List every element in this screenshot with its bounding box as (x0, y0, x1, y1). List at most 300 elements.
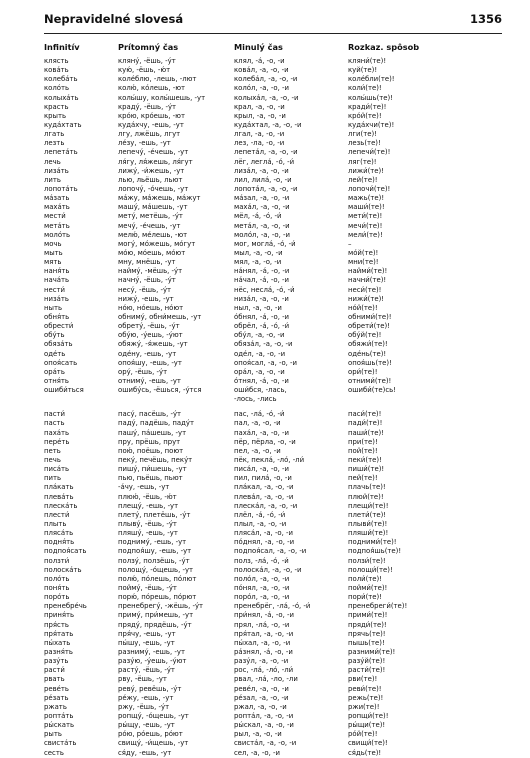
imperative-cell: лги(те)! (348, 130, 377, 139)
imperative-cell: плюй(те)! (348, 492, 384, 501)
past-cell: пренебрёг, -лá, -ó, -и́ (234, 602, 311, 611)
past-cell: обу́л, -а, -о, -и (234, 331, 285, 340)
table-row (44, 584, 502, 593)
imperative-cell: паси́(те)! (348, 410, 382, 419)
past-cell: колебáл, -а, -о, -и (234, 75, 298, 84)
present-cell: найму́, -мёшь, -у́т (118, 267, 183, 276)
imperative-cell: плачь(те)! (348, 483, 386, 492)
table-row (44, 483, 502, 492)
table-row (44, 438, 502, 447)
table-row (44, 502, 502, 511)
infinitive-cell: мочь (44, 239, 62, 248)
imperative-cell: лей(те)! (348, 175, 378, 184)
past-cell: роптáл, -а, -о, -и (234, 711, 294, 720)
present-cell: пью, пьёшь, пьют (118, 474, 183, 483)
past-cell: пил, пилá, -о, -и (234, 474, 292, 483)
imperative-cell: найми́(те)! (348, 267, 388, 276)
table-row (44, 66, 502, 75)
imperative-cell: реви́(те)! (348, 684, 382, 693)
infinitive-cell: рвать (44, 675, 65, 684)
present-cell: несу́, -ёшь, -у́т (118, 285, 172, 294)
present-cell: лгу, лжёшь, лгут (118, 130, 181, 139)
table-row (44, 429, 502, 438)
imperative-cell: лопочи́(те)! (348, 184, 391, 193)
past-cell: пёк, пеклá, -ло́, -ли́ (234, 456, 305, 465)
table-row (44, 249, 502, 258)
imperative-cell: пой(те)! (348, 446, 378, 455)
past-cell: лепетáл, -а, -о, -и (234, 148, 298, 157)
table-row (44, 593, 502, 602)
table-row (44, 258, 502, 267)
table-row (44, 529, 502, 538)
imperative-cell: пиши́(те)! (348, 465, 385, 474)
past-cell: колóл, -а, -о, -и (234, 84, 289, 93)
header-rule (44, 33, 502, 34)
past-cell: лизáл, -а, -о, -и (234, 166, 289, 175)
imperative-cell: обу́й(те)! (348, 331, 382, 340)
past-cell: обязáл, -а, -о, -и (234, 340, 293, 349)
table-row (44, 419, 502, 428)
past-cell: крал, -а, -о, -и (234, 102, 285, 111)
present-cell: пря́чу, -ешь, -ут (118, 629, 176, 638)
infinitive-cell: обрести́ (44, 322, 74, 331)
imperative-cell: пряди́(те)! (348, 620, 387, 629)
present-cell: машу́, мáшешь, -ут (118, 203, 188, 212)
present-cell: плету́, плетёшь, -у́т (118, 510, 191, 519)
past-cell: мёл, -á, -ó, -и́ (234, 212, 282, 221)
table-row (44, 602, 502, 611)
page-title: Nepravidelné slovesá (44, 12, 184, 26)
infinitive-cell: ма́зать (44, 194, 70, 203)
present-cell: расту́, -ёшь, -у́т (118, 666, 175, 675)
past-cell: пахáл, -а, -о, -и (234, 428, 289, 437)
table-row (44, 474, 502, 483)
infinitive-cell: лиза́ть (44, 166, 69, 175)
imperative-cell: кради́(те)! (348, 102, 387, 111)
past-cell: лез, -ла, -о, -и (234, 139, 285, 148)
past-cell: прял, -лá, -о, -и (234, 620, 290, 629)
present-cell: ржу, -ёшь, -у́т (118, 702, 170, 711)
past-cell: ры́скал, -а, -о, -и (234, 721, 294, 730)
present-cell: плещу́, -ешь, -ут (118, 501, 179, 510)
present-cell: нóю, нóешь, нóют (118, 303, 184, 312)
infinitive-cell: пляса́ть (44, 529, 74, 538)
present-cell: полю́, пóлешь, пóлют (118, 574, 197, 583)
present-cell: пренебрегу́, -жёшь, -у́т (118, 602, 204, 611)
infinitive-cell: паха́ть (44, 428, 70, 437)
infinitive-cell: обня́ть (44, 312, 70, 321)
past-cell: нáнял, -á, -о, -и (234, 267, 290, 276)
infinitive-cell: поло́ть (44, 574, 70, 583)
infinitive-cell: крыть (44, 111, 67, 120)
present-cell: отниму́, -ешь, -ут (118, 376, 181, 385)
imperative-cell: нóй(те)! (348, 303, 378, 312)
infinitive-cell: мести́ (44, 212, 66, 221)
imperative-cell: одéнь(те)! (348, 349, 387, 358)
imperative-cell: при(те)! (348, 437, 378, 446)
table-row (44, 176, 502, 185)
present-cell: обрету́, -ёшь, -у́т (118, 322, 180, 331)
table-row (44, 158, 502, 167)
imperative-cell: разними́(те)! (348, 648, 396, 656)
imperative-cell: плыви́(те)! (348, 520, 388, 529)
imperative-cell: плети́(те)! (348, 510, 387, 519)
present-cell: ля́гу, ля́жешь, ля́гут (118, 157, 193, 166)
present-cell: -áчу, -ешь, -ут (118, 483, 170, 492)
present-cell: обяжу́, -я́жешь, -ут (118, 340, 188, 349)
present-cell: обу́ю, -у́ешь, -у́ют (118, 331, 183, 340)
imperative-cell: паши́(те)! (348, 428, 384, 437)
table-row (44, 148, 502, 157)
table-row (44, 130, 502, 139)
infinitive-cell: ре́зать (44, 693, 69, 702)
past-cell: нáчал, -á, -о, -и (234, 276, 289, 285)
infinitive-cell: лечь (44, 157, 61, 166)
table-row (44, 368, 502, 377)
imperative-cell: рви(те)! (348, 675, 378, 684)
present-cell: рóю, рóешь, рóют (118, 730, 183, 739)
imperative-cell: мети́(те)! (348, 212, 383, 221)
infinitive-cell: пы́хать (44, 638, 71, 647)
past-cell: мáзал, -а, -о, -и (234, 194, 290, 203)
infinitive-cell: поро́ть (44, 593, 70, 602)
table-row (44, 313, 502, 322)
imperative-cell: ляг(те)! (348, 157, 377, 166)
imperative-cell: обяжи́(те)! (348, 340, 388, 349)
past-cell: ныл, -а, -о, -и (234, 303, 282, 312)
past-cell: подпоя́сал, -а, -о, -и (234, 547, 307, 556)
present-cell: колы́шу, колы́шешь, -ут (118, 93, 206, 102)
imperative-cell: ся́дь(те)! (348, 748, 382, 757)
infinitive-cell: низа́ть (44, 294, 69, 303)
table-row (44, 121, 502, 130)
present-cell: плыву́, -ёшь, -у́т (118, 520, 177, 529)
table-row (44, 386, 502, 395)
past-cell: кудáхтал, -а, -о, -и (234, 120, 302, 129)
imperative-cell: лижи́(те)! (348, 166, 384, 175)
present-cell: одéну, -ешь, -ут (118, 349, 177, 358)
imperative-cell: плещи́(те)! (348, 501, 389, 510)
table-row (44, 350, 502, 359)
column-headers (44, 42, 502, 56)
imperative-cell: пляши́(те)! (348, 529, 389, 538)
imperative-cell: свищи́(те)! (348, 739, 388, 748)
table-row (44, 639, 502, 648)
past-cell: одéл, -а, -о, -и (234, 349, 286, 358)
past-cell: лил, лилá, -о, -и (234, 175, 292, 184)
imperative-cell: нижи́(те)! (348, 294, 385, 303)
infinitive-cell: отня́ть (44, 376, 69, 385)
infinitive-cell: пря́тать (44, 629, 74, 638)
present-cell: начну́, -ёшь, -у́т (118, 276, 176, 285)
table-row (44, 456, 502, 465)
imperative-cell: обрети́(те)! (348, 322, 390, 331)
imperative-cell: мóй(те)! (348, 248, 379, 257)
table-row (44, 703, 502, 712)
past-cell: ржал, -а, -о, -и (234, 702, 287, 711)
imperative-cell: расти́(те)! (348, 666, 386, 675)
imperative-cell: ры́щи(те)! (348, 721, 386, 730)
past-cell: метáл, -а, -о, -и (234, 221, 290, 230)
table-row (44, 75, 502, 84)
present-cell: лепечу́, -éчешь, -ут (118, 148, 189, 157)
infinitive-cell: пере́ть (44, 437, 70, 446)
past-cell: лгал, -а, -о, -и (234, 130, 285, 139)
past-cell: махáл, -а, -о, -и (234, 203, 290, 212)
infinitive-cell: пасть (44, 419, 65, 428)
past-cell: низáл, -а, -о, -и (234, 294, 289, 303)
imperative-cell: колéбли(те)! (348, 75, 395, 84)
table-row (44, 657, 502, 666)
table-row (44, 749, 502, 758)
present-cell: пою́, поёшь, поют (118, 446, 184, 455)
imperative-cell: кудáхчи(те)! (348, 120, 395, 129)
table-row (44, 139, 502, 148)
table-row (44, 84, 502, 93)
present-cell: разниму́, -ешь, -ут (118, 648, 185, 656)
past-cell: полóл, -а, -о, -и (234, 574, 290, 583)
infinitive-cell: плеска́ть (44, 501, 78, 510)
imperative-cell: ползи́(те)! (348, 556, 386, 565)
imperative-cell: прими́(те)! (348, 611, 388, 620)
infinitive-cell: ры́скать (44, 721, 75, 730)
table-row (44, 276, 502, 285)
table-row (44, 103, 502, 112)
table-row (44, 112, 502, 121)
present-cell: обниму́, обни́мешь, -ут (118, 312, 202, 321)
infinitive-cell: расти́ (44, 666, 65, 675)
past-cell: ревéл, -а, -о, -и (234, 684, 289, 693)
imperative-cell: неси́(те)! (348, 285, 382, 294)
table-row (44, 465, 502, 474)
column-header-present: Prítomný čas (118, 42, 179, 52)
past-cell: пря́тал, -а, -о, -и (234, 629, 294, 638)
present-cell: лопочу́, -óчешь, -ут (118, 184, 189, 193)
imperative-cell: полощи́(те)! (348, 565, 393, 574)
imperative-cell: обними́(те)! (348, 312, 392, 321)
past-cell: порóл, -а, -о, -и (234, 593, 290, 602)
present-cell: пру, прёшь, прут (118, 437, 181, 446)
infinitive-cell: лить (44, 175, 61, 184)
imperative-cell: – (348, 239, 352, 248)
infinitive-cell: печь (44, 456, 61, 465)
present-cell: ся́ду, -ешь, -ут (118, 748, 172, 757)
imperative-cell: подпоя́шь(те)! (348, 547, 402, 556)
infinitive-cell: плева́ть (44, 492, 74, 501)
imperative-cell: пойми́(те)! (348, 584, 388, 593)
infinitive-cell: рыть (44, 730, 62, 739)
past-cell: обрёл, -á, -ó, -и́ (234, 322, 290, 331)
infinitive-cell: ошиби́ться (44, 386, 84, 395)
infinitive-cell: реве́ть (44, 684, 69, 693)
table-row (44, 721, 502, 730)
past-cell: плёл, -á, -ó, -и́ (234, 510, 286, 519)
table-row (44, 511, 502, 520)
infinitive-cell: обяза́ть (44, 340, 73, 349)
imperative-cell: пеки́(те)! (348, 456, 382, 465)
table-row (44, 675, 502, 684)
present-cell: колéблю, -лешь, -лют (118, 75, 197, 84)
past-cell: рыл, -а, -о, -и (234, 730, 282, 739)
table-row (44, 493, 502, 502)
past-cell: óбнял, -á, -о, -и (234, 312, 290, 321)
past-cell: плевáл, -а, -о, -и (234, 492, 294, 501)
imperative-cell: ржи(те)! (348, 702, 380, 711)
infinitive-cell: нача́ть (44, 276, 70, 285)
table-row (44, 94, 502, 103)
imperative-cell: начни́(те)! (348, 276, 387, 285)
imperative-cell: ошиби́(те)сь! (348, 386, 396, 395)
table-row (44, 377, 502, 386)
imperative-cell: опоя́шь(те)! (348, 358, 392, 367)
present-cell: плюю́, -ёшь, -ю́т (118, 492, 177, 501)
past-cell: плескáл, -а, -о, -и (234, 501, 298, 510)
infinitive-cell: приня́ть (44, 611, 75, 620)
imperative-cell: прячь(те)! (348, 629, 386, 638)
table-row (44, 557, 502, 566)
imperative-cell: рóй(те)! (348, 730, 378, 739)
past-cell: лёг, леглá, -ó, -и́ (234, 157, 295, 166)
table-row (44, 648, 502, 657)
present-cell: подниму́, -ешь, -ут (118, 538, 187, 547)
past-cell: оши́бся, -лась, (234, 386, 287, 395)
imperative-cell: пори́(те)! (348, 593, 382, 602)
past-cell: ковáл, -а, -о, -и (234, 66, 289, 75)
past-cell: пóднял, -а, -о, -и (234, 538, 295, 547)
imperative-cell: пади́(те)! (348, 419, 383, 428)
infinitive-cell: наня́ть (44, 267, 70, 276)
table-row (44, 240, 502, 249)
present-cell: лижу́, -и́жешь, -ут (118, 166, 185, 175)
past-cell: орáл, -а, -о, -и (234, 367, 285, 376)
present-cell: мечу́, -éчешь, -ут (118, 221, 181, 230)
present-cell: пы́шу, -ешь, -ут (118, 638, 175, 647)
present-cell: свищу́, -и́щешь, -ут (118, 739, 189, 748)
table-row (44, 547, 502, 556)
table-row (44, 575, 502, 584)
infinitive-cell: мять (44, 258, 62, 267)
present-cell: разу́ю, -у́ешь, -у́ют (118, 657, 187, 666)
table-row (44, 666, 502, 675)
present-cell: пишу́, пи́шешь, -ут (118, 465, 187, 474)
present-cell: пеку́, печёшь, пеку́т (118, 456, 193, 465)
present-cell: нижу́, -ешь, -ут (118, 294, 174, 303)
table-row (44, 685, 502, 694)
past-cell: плясáл, -а, -о, -и (234, 529, 293, 538)
past-cell: рвал, -лá, -ло, -ли (234, 675, 298, 684)
present-cell: подпоя́шу, -ешь, -ут (118, 547, 192, 556)
table-row (44, 340, 502, 349)
infinitive-cell: маха́ть (44, 203, 70, 212)
past-cell: пал, -а, -о, -и (234, 419, 281, 428)
table-row (44, 630, 502, 639)
infinitive-cell: оде́ть (44, 349, 66, 358)
table-row (44, 167, 502, 176)
present-cell: паду́, падёшь, паду́т (118, 419, 195, 428)
infinitive-cell: плыть (44, 520, 67, 529)
table-row (44, 694, 502, 703)
page-header (44, 12, 502, 32)
infinitive-cell: лгать (44, 130, 65, 139)
infinitive-cell: мыть (44, 248, 63, 257)
present-cell: ропщу́, -óщешь, -ут (118, 711, 189, 720)
infinitive-cell: ропта́ть (44, 711, 74, 720)
imperative-cell: разу́й(те)! (348, 657, 386, 666)
past-cell: мял, -а, -о, -и (234, 258, 282, 267)
past-cell: плáкал, -а, -о, -и (234, 483, 294, 492)
imperative-cell: крóй(те)! (348, 111, 382, 120)
infinitive-cell: опоя́сать (44, 358, 78, 367)
infinitive-cell: ора́ть (44, 367, 65, 376)
past-cell: крыл, -а, -о, -и (234, 111, 286, 120)
present-cell: полощу́, -óщешь, -ут (118, 565, 194, 574)
infinitive-cell: пла́кать (44, 483, 74, 492)
imperative-cell: кляни́(те)! (348, 57, 387, 65)
present-cell: лью, льёшь, льют (118, 175, 183, 184)
infinitive-cell: пить (44, 474, 62, 483)
imperative-cell: маши́(те)! (348, 203, 385, 212)
infinitive-cell: красть (44, 102, 69, 111)
table-row (44, 267, 502, 276)
past-cell: опоя́сал, -а, -о, -и (234, 358, 298, 367)
infinitive-cell: свиста́ть (44, 739, 77, 748)
table-row (44, 222, 502, 231)
imperative-cell: мечи́(те)! (348, 221, 383, 230)
present-cell: мету́, метёшь, -у́т (118, 212, 183, 221)
present-cell: ору́, -ёшь, -у́т (118, 367, 168, 376)
infinitive-cell: пренебре́чь (44, 602, 87, 611)
present-cell: пляшу́, -ешь, -ут (118, 529, 178, 538)
infinitive-cell: полоска́ть (44, 565, 82, 574)
past-cell: пы́хал, -а, -о, -и (234, 638, 291, 647)
past-cell: óтнял, -á, -о, -и (234, 376, 289, 385)
imperative-cell: лезь(те)! (348, 139, 381, 148)
imperative-cell: ори́(те)! (348, 367, 378, 376)
table-row (44, 621, 502, 630)
imperative-cell: мажь(те)! (348, 194, 385, 203)
table-row (44, 304, 502, 313)
past-cell: нёс, неслá, -ó, -и́ (234, 285, 295, 294)
table-row (44, 410, 502, 419)
infinitive-cell: лопота́ть (44, 184, 78, 193)
imperative-cell: пышь(те)! (348, 638, 385, 647)
table-row (44, 331, 502, 340)
present-cell: ползу́, ползёшь, -у́т (118, 556, 190, 565)
imperative-cell: коли́(те)! (348, 84, 382, 93)
imperative-cell: куй(те)! (348, 66, 378, 75)
past-cell: лопотáл, -а, -о, -и (234, 184, 298, 193)
page-number: 1356 (469, 12, 502, 26)
table-row (44, 359, 502, 368)
table-row (44, 231, 502, 240)
infinitive-cell: пря́сть (44, 620, 69, 629)
present-cell: пряду́, прядёшь, -у́т (118, 620, 192, 629)
infinitive-cell: кова́ть (44, 66, 69, 75)
table-row (44, 739, 502, 748)
infinitive-cell: лезть (44, 139, 65, 148)
present-cell: ры́щу, -ешь, -ут (118, 721, 175, 730)
present-cell: рву, -ёшь, -ут (118, 675, 167, 684)
present-cell: пасу́, пасёшь, -у́т (118, 410, 182, 419)
imperative-cell: мели́(те)! (348, 230, 383, 239)
past-cell: сел, -а, -о, -и (234, 748, 280, 757)
infinitive-cell: коло́ть (44, 84, 70, 93)
infinitive-cell: ползти́ (44, 556, 70, 565)
column-header-imperative: Rozkaz. spôsob (348, 42, 420, 52)
imperative-cell: мни(те)! (348, 258, 379, 267)
table-row (44, 730, 502, 739)
infinitive-cell: ржать (44, 702, 67, 711)
